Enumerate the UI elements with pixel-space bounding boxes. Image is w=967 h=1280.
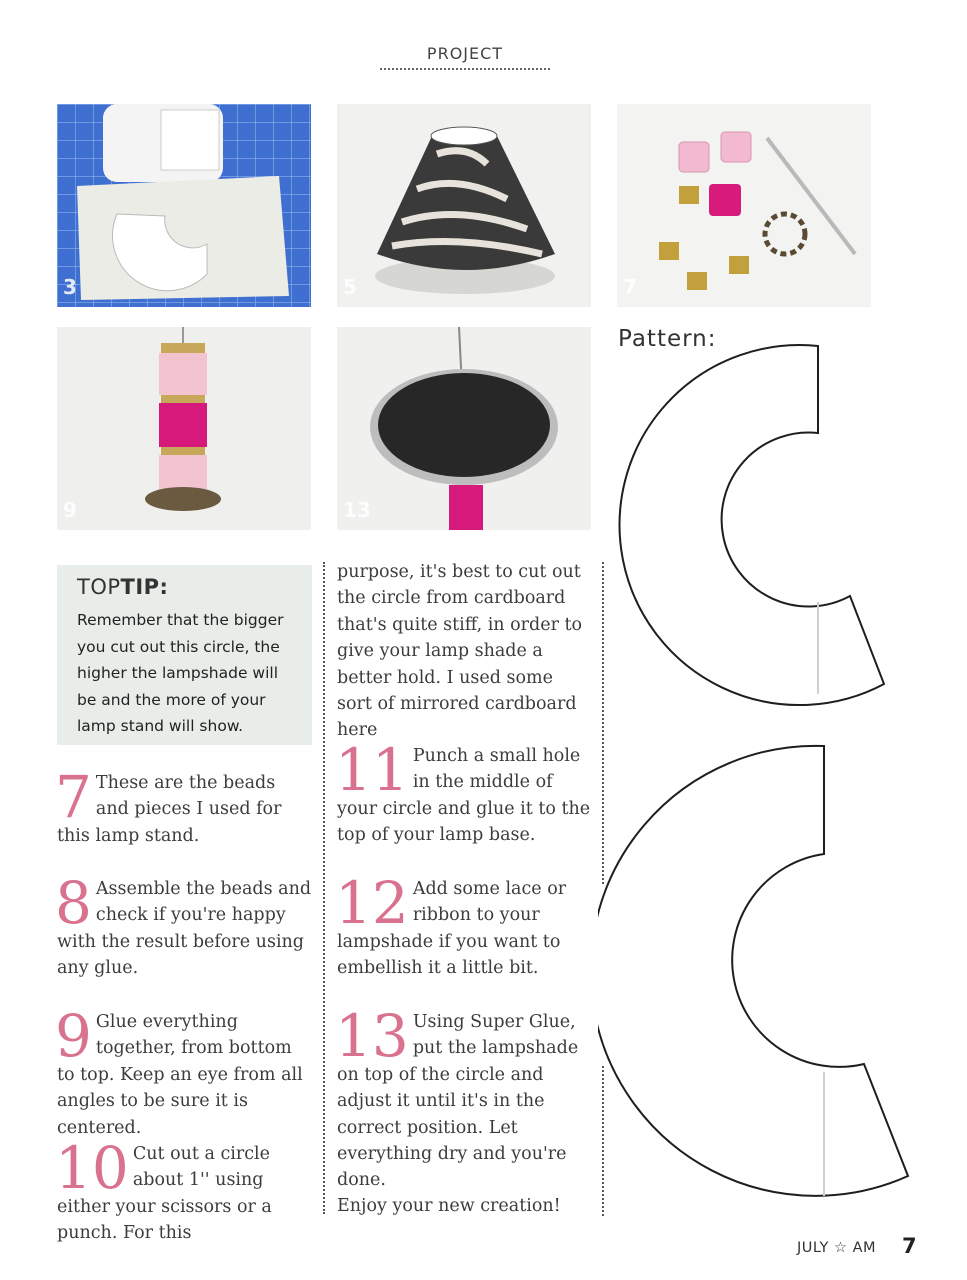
closing-line <box>337 1193 593 1219</box>
step-number: 9 <box>55 1002 92 1070</box>
photo-step-7 <box>617 104 871 307</box>
photo-zebra-lampshade-image <box>337 104 591 307</box>
photo-step-number: 7 <box>623 275 637 299</box>
column-divider-right-upper <box>602 562 604 884</box>
step-number: 12 <box>335 869 409 937</box>
step-7 <box>55 763 312 849</box>
top-tip-box <box>57 565 312 745</box>
photo-step-9 <box>57 327 311 530</box>
pattern-shape-large <box>598 746 908 1196</box>
step-number: 13 <box>335 1002 409 1070</box>
photo-step-3 <box>57 104 311 307</box>
step-text: Assemble the beads and check if you're happy with the result before using any glue. <box>57 879 312 979</box>
step-9 <box>55 1002 312 1141</box>
step-text: Using Super Glue, put the lampshade on top of the circle and adjust it until it's in the correct position. Let everything dry and you're done. <box>337 1012 579 1191</box>
closing-text: Enjoy your new creation! <box>337 1196 561 1216</box>
step-10-continuation <box>337 559 593 744</box>
photo-beads-image <box>617 104 871 307</box>
pattern-title: Pattern: <box>618 326 717 352</box>
step-text: Add some lace or ribbon to your lampshade if you want to embellish it a little bit. <box>337 879 567 979</box>
step-text: Glue everything together, from bottom to top. Keep an eye from all angles to be sure it is centered. <box>57 1012 303 1138</box>
step-number: 10 <box>55 1134 129 1202</box>
step-13 <box>335 1002 593 1194</box>
lampshade-pattern-diagram <box>598 340 918 1210</box>
photo-bead-stack-image <box>57 327 311 530</box>
step-11 <box>335 736 593 849</box>
step-text: Cut out a circle about 1'' using either your scissors or a punch. For this <box>57 1144 272 1244</box>
photo-step-number: 3 <box>63 275 77 299</box>
photo-step-number: 5 <box>343 275 357 299</box>
step-10 <box>55 1134 312 1247</box>
top-tip-heading <box>77 575 298 599</box>
top-tip-heading-light: TOP <box>77 575 121 599</box>
step-number: 8 <box>55 869 92 937</box>
photo-step-13 <box>337 327 591 530</box>
page-number: 7 <box>902 1234 917 1258</box>
photo-step-number: 13 <box>343 498 371 522</box>
step-12 <box>335 869 593 982</box>
footer-brand: JULY ☆ AM <box>797 1240 877 1256</box>
step-8 <box>55 869 312 982</box>
section-label: PROJECT <box>426 44 504 63</box>
photo-mirrored-circle-image <box>337 327 591 530</box>
photo-step-5 <box>337 104 591 307</box>
pattern-shape-small <box>620 345 884 705</box>
step-text: These are the beads and pieces I used for this lamp stand. <box>57 773 282 846</box>
step-number: 7 <box>55 763 92 831</box>
step-number: 11 <box>335 736 409 804</box>
photo-step-number: 9 <box>63 498 77 522</box>
top-tip-body: Remember that the bigger you cut out this circle, the higher the lampshade will be and the more of your lamp stand will show. <box>77 611 284 735</box>
photo-glue-and-paper-image <box>57 104 311 307</box>
column-divider-right-lower <box>602 1066 604 1216</box>
continuation-text: purpose, it's best to cut out the circle from cardboard that's quite stiff, in order to give your lamp shade a better hold. I used some sort of mirrored cardboard here <box>337 562 583 741</box>
section-divider <box>380 68 550 70</box>
top-tip-heading-bold: TIP: <box>120 575 169 599</box>
column-divider-left <box>323 562 325 1214</box>
step-text: Punch a small hole in the middle of your circle and glue it to the top of your lamp base. <box>337 746 591 846</box>
